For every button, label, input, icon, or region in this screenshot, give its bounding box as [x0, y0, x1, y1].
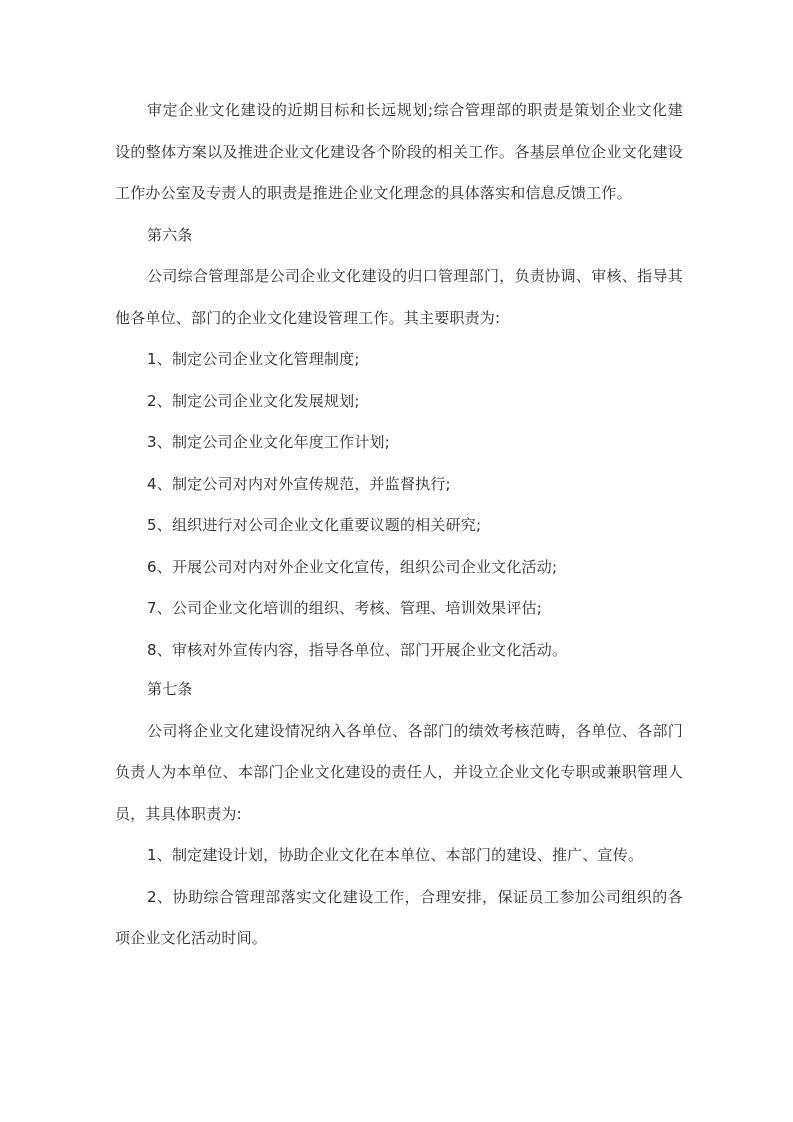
heading-article-six: 第六条 [147, 225, 193, 244]
list-item-7-1: 1、制定建设计划，协助企业文化在本单位、本部门的建设、推广、宣传。 [147, 846, 644, 864]
list-item-6-3: 3、制定公司企业文化年度工作计划; [147, 433, 390, 451]
document-text-body [115, 90, 683, 960]
list-item-6-4: 4、制定公司对内对外宣传规范，并监督执行; [147, 474, 451, 493]
list-item-6-5: 5、组织进行对公司企业文化重要议题的相关研究; [147, 516, 482, 534]
heading-article-seven: 第七条 [147, 680, 193, 698]
list-item-6-1: 1、制定公司企业文化管理制度; [147, 350, 360, 368]
paragraph-article-seven-intro: 公司将企业文化建设情况纳入各单位、各部门的绩效考核范畴，各单位、各部门负责人为本单位、本部门企业文化建设的责任人，并设立企业文化专职或兼职管理人员，其具体职责为: [115, 721, 683, 823]
paragraph-continuation: 审定企业文化建设的近期目标和长远规划;综合管理部的职责是策划企业文化建设的整体方案以及推进企业文化建设各个阶段的相关工作。各基层单位企业文化建设工作办公室及专责人的职责是推进企业文化理念的具体落实和信息反馈工作。 [115, 101, 683, 202]
list-item-7-2: 2、协助综合管理部落实文化建设工作，合理安排，保证员工参加公司组织的各项企业文化活动时间。 [115, 887, 683, 947]
list-item-6-8: 8、审核对外宣传内容，指导各单位、部门开展企业文化活动。 [147, 640, 568, 659]
list-item-6-7: 7、公司企业文化培训的组织、考核、管理、培训效果评估; [147, 599, 542, 617]
paragraph-article-six-intro: 公司综合管理部是公司企业文化建设的归口管理部门，负责协调、审核、指导其他各单位、部门的企业文化建设管理工作。其主要职责为: [115, 267, 683, 327]
list-item-6-6: 6、开展公司对内对外企业文化宣传，组织公司企业文化活动; [147, 557, 558, 576]
list-item-6-2: 2、制定公司企业文化发展规划; [147, 391, 360, 410]
